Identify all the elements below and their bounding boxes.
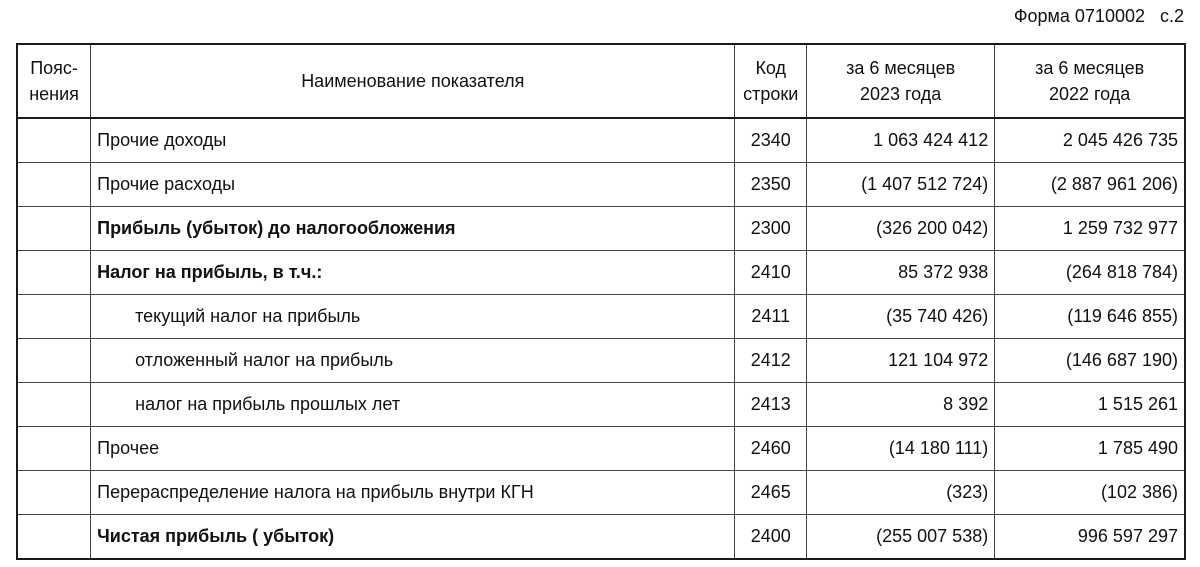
row-name: Налог на прибыль, в т.ч.: <box>91 251 735 295</box>
row-value-current: 121 104 972 <box>807 339 995 383</box>
row-name: Прочее <box>91 427 735 471</box>
row-code: 2400 <box>735 515 807 560</box>
row-value-prior: (102 386) <box>995 471 1185 515</box>
row-value-current: (323) <box>807 471 995 515</box>
row-note <box>17 383 91 427</box>
table-row <box>17 515 1185 560</box>
table-row <box>17 118 1185 163</box>
table-row <box>17 207 1185 251</box>
row-value-current: (1 407 512 724) <box>807 163 995 207</box>
row-note <box>17 295 91 339</box>
row-name: Прибыль (убыток) до налогообложения <box>91 207 735 251</box>
row-code: 2410 <box>735 251 807 295</box>
row-name: Перераспределение налога на прибыль внутри КГН <box>91 471 735 515</box>
row-note <box>17 339 91 383</box>
header-name-label: Наименование показателя <box>301 71 525 91</box>
row-code: 2465 <box>735 471 807 515</box>
table-header-row <box>17 44 1185 118</box>
table-row <box>17 471 1185 515</box>
row-value-current: 8 392 <box>807 383 995 427</box>
row-note <box>17 207 91 251</box>
header-period-prior <box>995 44 1185 118</box>
row-value-current: (14 180 111) <box>807 427 995 471</box>
form-reference: Форма 0710002 с.2 <box>1013 6 1184 26</box>
row-value-prior: 1 785 490 <box>995 427 1185 471</box>
row-code: 2412 <box>735 339 807 383</box>
header-line-code <box>735 44 807 118</box>
row-code: 2413 <box>735 383 807 427</box>
table-row <box>17 427 1185 471</box>
row-code: 2340 <box>735 118 807 163</box>
row-name: налог на прибыль прошлых лет <box>91 383 735 427</box>
row-name: текущий налог на прибыль <box>91 295 735 339</box>
row-value-prior: 1 515 261 <box>995 383 1185 427</box>
financial-results-table <box>16 43 1186 560</box>
header-period-current <box>807 44 995 118</box>
row-value-current: (255 007 538) <box>807 515 995 560</box>
header-prior-label: за 6 месяцев 2022 года <box>1035 58 1145 104</box>
row-value-prior: (119 646 855) <box>995 295 1185 339</box>
table-row <box>17 251 1185 295</box>
header-code-label: Код строки <box>743 58 799 104</box>
table-row <box>17 339 1185 383</box>
row-code: 2350 <box>735 163 807 207</box>
row-name: Прочие расходы <box>91 163 735 207</box>
row-value-prior: (264 818 784) <box>995 251 1185 295</box>
row-note <box>17 427 91 471</box>
row-note <box>17 163 91 207</box>
row-code: 2300 <box>735 207 807 251</box>
row-value-current: (326 200 042) <box>807 207 995 251</box>
row-value-prior: 996 597 297 <box>995 515 1185 560</box>
header-notes <box>17 44 91 118</box>
row-value-prior: 1 259 732 977 <box>995 207 1185 251</box>
row-name: Чистая прибыль ( убыток) <box>91 515 735 560</box>
row-name: отложенный налог на прибыль <box>91 339 735 383</box>
row-value-current: 1 063 424 412 <box>807 118 995 163</box>
row-code: 2460 <box>735 427 807 471</box>
row-note <box>17 251 91 295</box>
table-row <box>17 295 1185 339</box>
header-indicator-name <box>91 44 735 118</box>
header-current-label: за 6 месяцев 2023 года <box>846 58 956 104</box>
row-note <box>17 515 91 560</box>
row-note <box>17 471 91 515</box>
row-code: 2411 <box>735 295 807 339</box>
table-row <box>17 163 1185 207</box>
row-note <box>17 118 91 163</box>
row-value-prior: (146 687 190) <box>995 339 1185 383</box>
row-value-current: 85 372 938 <box>807 251 995 295</box>
row-value-prior: 2 045 426 735 <box>995 118 1185 163</box>
header-notes-label: Пояс- нения <box>29 58 79 104</box>
row-value-current: (35 740 426) <box>807 295 995 339</box>
table-row <box>17 383 1185 427</box>
row-value-prior: (2 887 961 206) <box>995 163 1185 207</box>
row-name: Прочие доходы <box>91 118 735 163</box>
